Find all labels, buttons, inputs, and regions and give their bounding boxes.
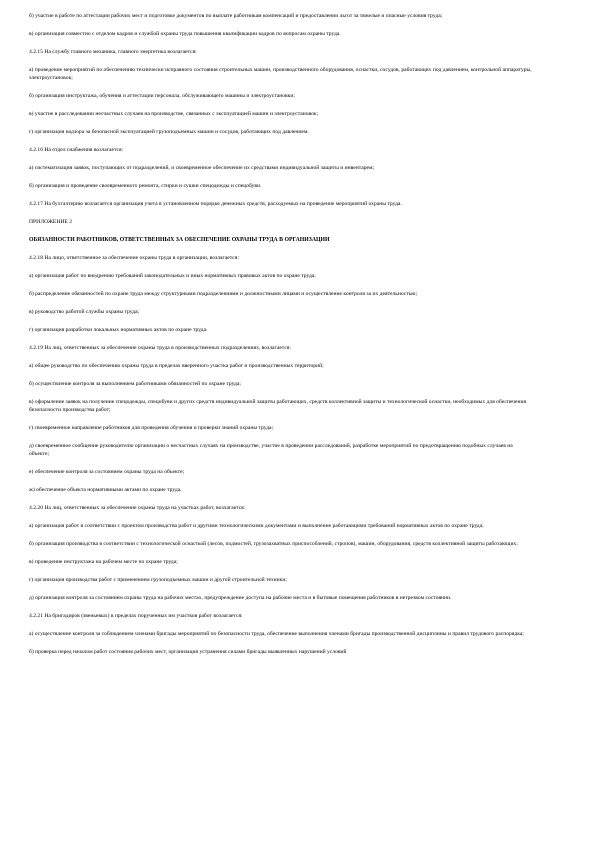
document-paragraph: 4.2.20 На лиц, ответственных за обеспечение охраны труда на участках работ, возлагается: bbox=[29, 505, 246, 511]
document-paragraph: г) своевременное направление работников для проведения обучения и проверки знаний охраны труда; bbox=[29, 425, 274, 431]
document-paragraph: д) своевременное сообщение руководителю организации о несчастных случаях на производстве, участие в проведении расследований, разработке мероприятий по предотвращению подобных случаев на объекте; bbox=[29, 443, 513, 457]
section-heading: ОБЯЗАННОСТИ РАБОТНИКОВ, ОТВЕТСТВЕННЫХ ЗА ОБЕСПЕЧЕНИЕ ОХРАНЫ ТРУДА В ОРГАНИЗАЦИИ bbox=[29, 237, 330, 243]
document-paragraph: а) осуществление контроля за соблюдением членами бригады мероприятий по безопасности труда, обеспечение выполнения членами бригады производственной дисциплины и правил трудового распорядка; bbox=[29, 631, 524, 637]
document-paragraph: г) организация надзора за безопасной эксплуатацией грузоподъемных машин и сосудов, работающих под давлением. bbox=[29, 129, 309, 135]
document-paragraph: в) проведение инструктажа на рабочем месте по охране труда; bbox=[29, 559, 178, 565]
document-paragraph: г) организация разработки локальных нормативных актов по охране труда. bbox=[29, 327, 208, 333]
document-paragraph: 4.2.16 На отдел снабжения возлагается: bbox=[29, 147, 124, 153]
document-paragraph: а) организация работ по внедрению требований законодательных и иных нормативных правовых актов по охране труда; bbox=[29, 273, 316, 279]
document-paragraph: ж) обеспечение объекта нормативными актами по охране труда. bbox=[29, 487, 182, 493]
document-paragraph: а) проведение мероприятий по обеспечению технически исправного состояния строительных машин, производственного оборудования, оснастки, сосудов, работающих под давлением, контрольной аппаратуры, электроустановок; bbox=[29, 67, 532, 81]
document-paragraph: 4.2.21 На бригадиров (звеньевых) в пределах порученных им участков работ возлагается: bbox=[29, 613, 243, 619]
document-paragraph: а) систематизация заявок, поступающих от подразделений, и своевременное обеспечение их средствами индивидуальной защиты и инвентарем; bbox=[29, 165, 375, 171]
document-paragraph: в) организация совместно с отделом кадров и службой охраны труда повышения квалификации кадров по вопросам охраны труда. bbox=[29, 31, 341, 37]
document-paragraph: 4.2.17 На бухгалтерию возлагается организация учета в установленном порядке денежных средств, расходуемых на проведение мероприятий охраны труда. bbox=[29, 201, 402, 207]
document-paragraph: 4.2.19 На лиц, ответственных за обеспечение охраны труда в производственных подразделениях, возлагается: bbox=[29, 345, 291, 351]
document-paragraph: г) организация производства работ с применением грузоподъемных машин и другой строительной техники; bbox=[29, 577, 287, 583]
document-paragraph: а) организация работ в соответствии с проектом производства работ и другими технологическими документами и выполнение работающими требований нормативных актов по охране труда; bbox=[29, 523, 484, 529]
document-paragraph: б) распределение обязанностей по охране труда между структурными подразделениями и должностными лицами и осуществление контроля за их деятельностью; bbox=[29, 291, 417, 297]
document-paragraph: в) руководство работой службы охраны труда; bbox=[29, 309, 140, 315]
document-paragraph: д) организация контроля за состоянием охраны труда на рабочих местах, предупреждение доступа на рабочие места и в бытовые помещения работников в нетрезвом состоянии. bbox=[29, 595, 452, 601]
document-paragraph: 4.2.18 На лицо, ответственное за обеспечение охраны труда в организации, возлагается: bbox=[29, 255, 239, 261]
document-paragraph: в) оформление заявок на получение спецодежды, спецобуви и других средств индивидуальной защиты работающих, средств коллективной защиты и технологической оснастки, необходимых для обеспечения безопасности производства работ; bbox=[29, 399, 527, 413]
document-paragraph: в) участие в расследовании несчастных случаев на производстве, связанных с эксплуатацией машин и электроустановок; bbox=[29, 111, 319, 117]
document-paragraph: б) организация производства в соответствии с технологической оснасткой (лесов, подмостей, грузозахватных приспособлений, стропов), машин, оборудования, средств коллективной защиты работающих; bbox=[29, 541, 518, 547]
document-paragraph: б) проверка перед началом работ состояния рабочих мест, организация устранения силами бригады выявленных нарушений условий bbox=[29, 649, 347, 655]
document-paragraph: б) организация инструктажа, обучения и аттестации персонала, обслуживающего машины и электроустановки; bbox=[29, 93, 295, 99]
document-paragraph: а) общее руководство по обеспечению охраны труда в пределах вверенного участка работ и производственных территорий; bbox=[29, 363, 324, 369]
document-paragraph: 4.2.15 На службу главного механика, главного энергетика возлагается: bbox=[29, 49, 197, 55]
document-paragraph: б) участие в работе по аттестации рабочих мест и подготовке документов по выплате работникам компенсаций и предоставлении льгот за тяжелые и опасные условия труда; bbox=[29, 13, 443, 19]
document-paragraph: е) обеспечение контроля за состоянием охраны труда на объекте; bbox=[29, 469, 185, 475]
document-paragraph: ПРИЛОЖЕНИЕ 2 bbox=[29, 219, 73, 225]
document-paragraph: б) организация и проведение своевременного ремонта, стирки и сушки спецодежды и спецобуви. bbox=[29, 183, 262, 189]
document-paragraph: б) осуществление контроля за выполнением работниками обязанностей по охране труда; bbox=[29, 381, 241, 387]
document-body bbox=[29, 12, 533, 656]
